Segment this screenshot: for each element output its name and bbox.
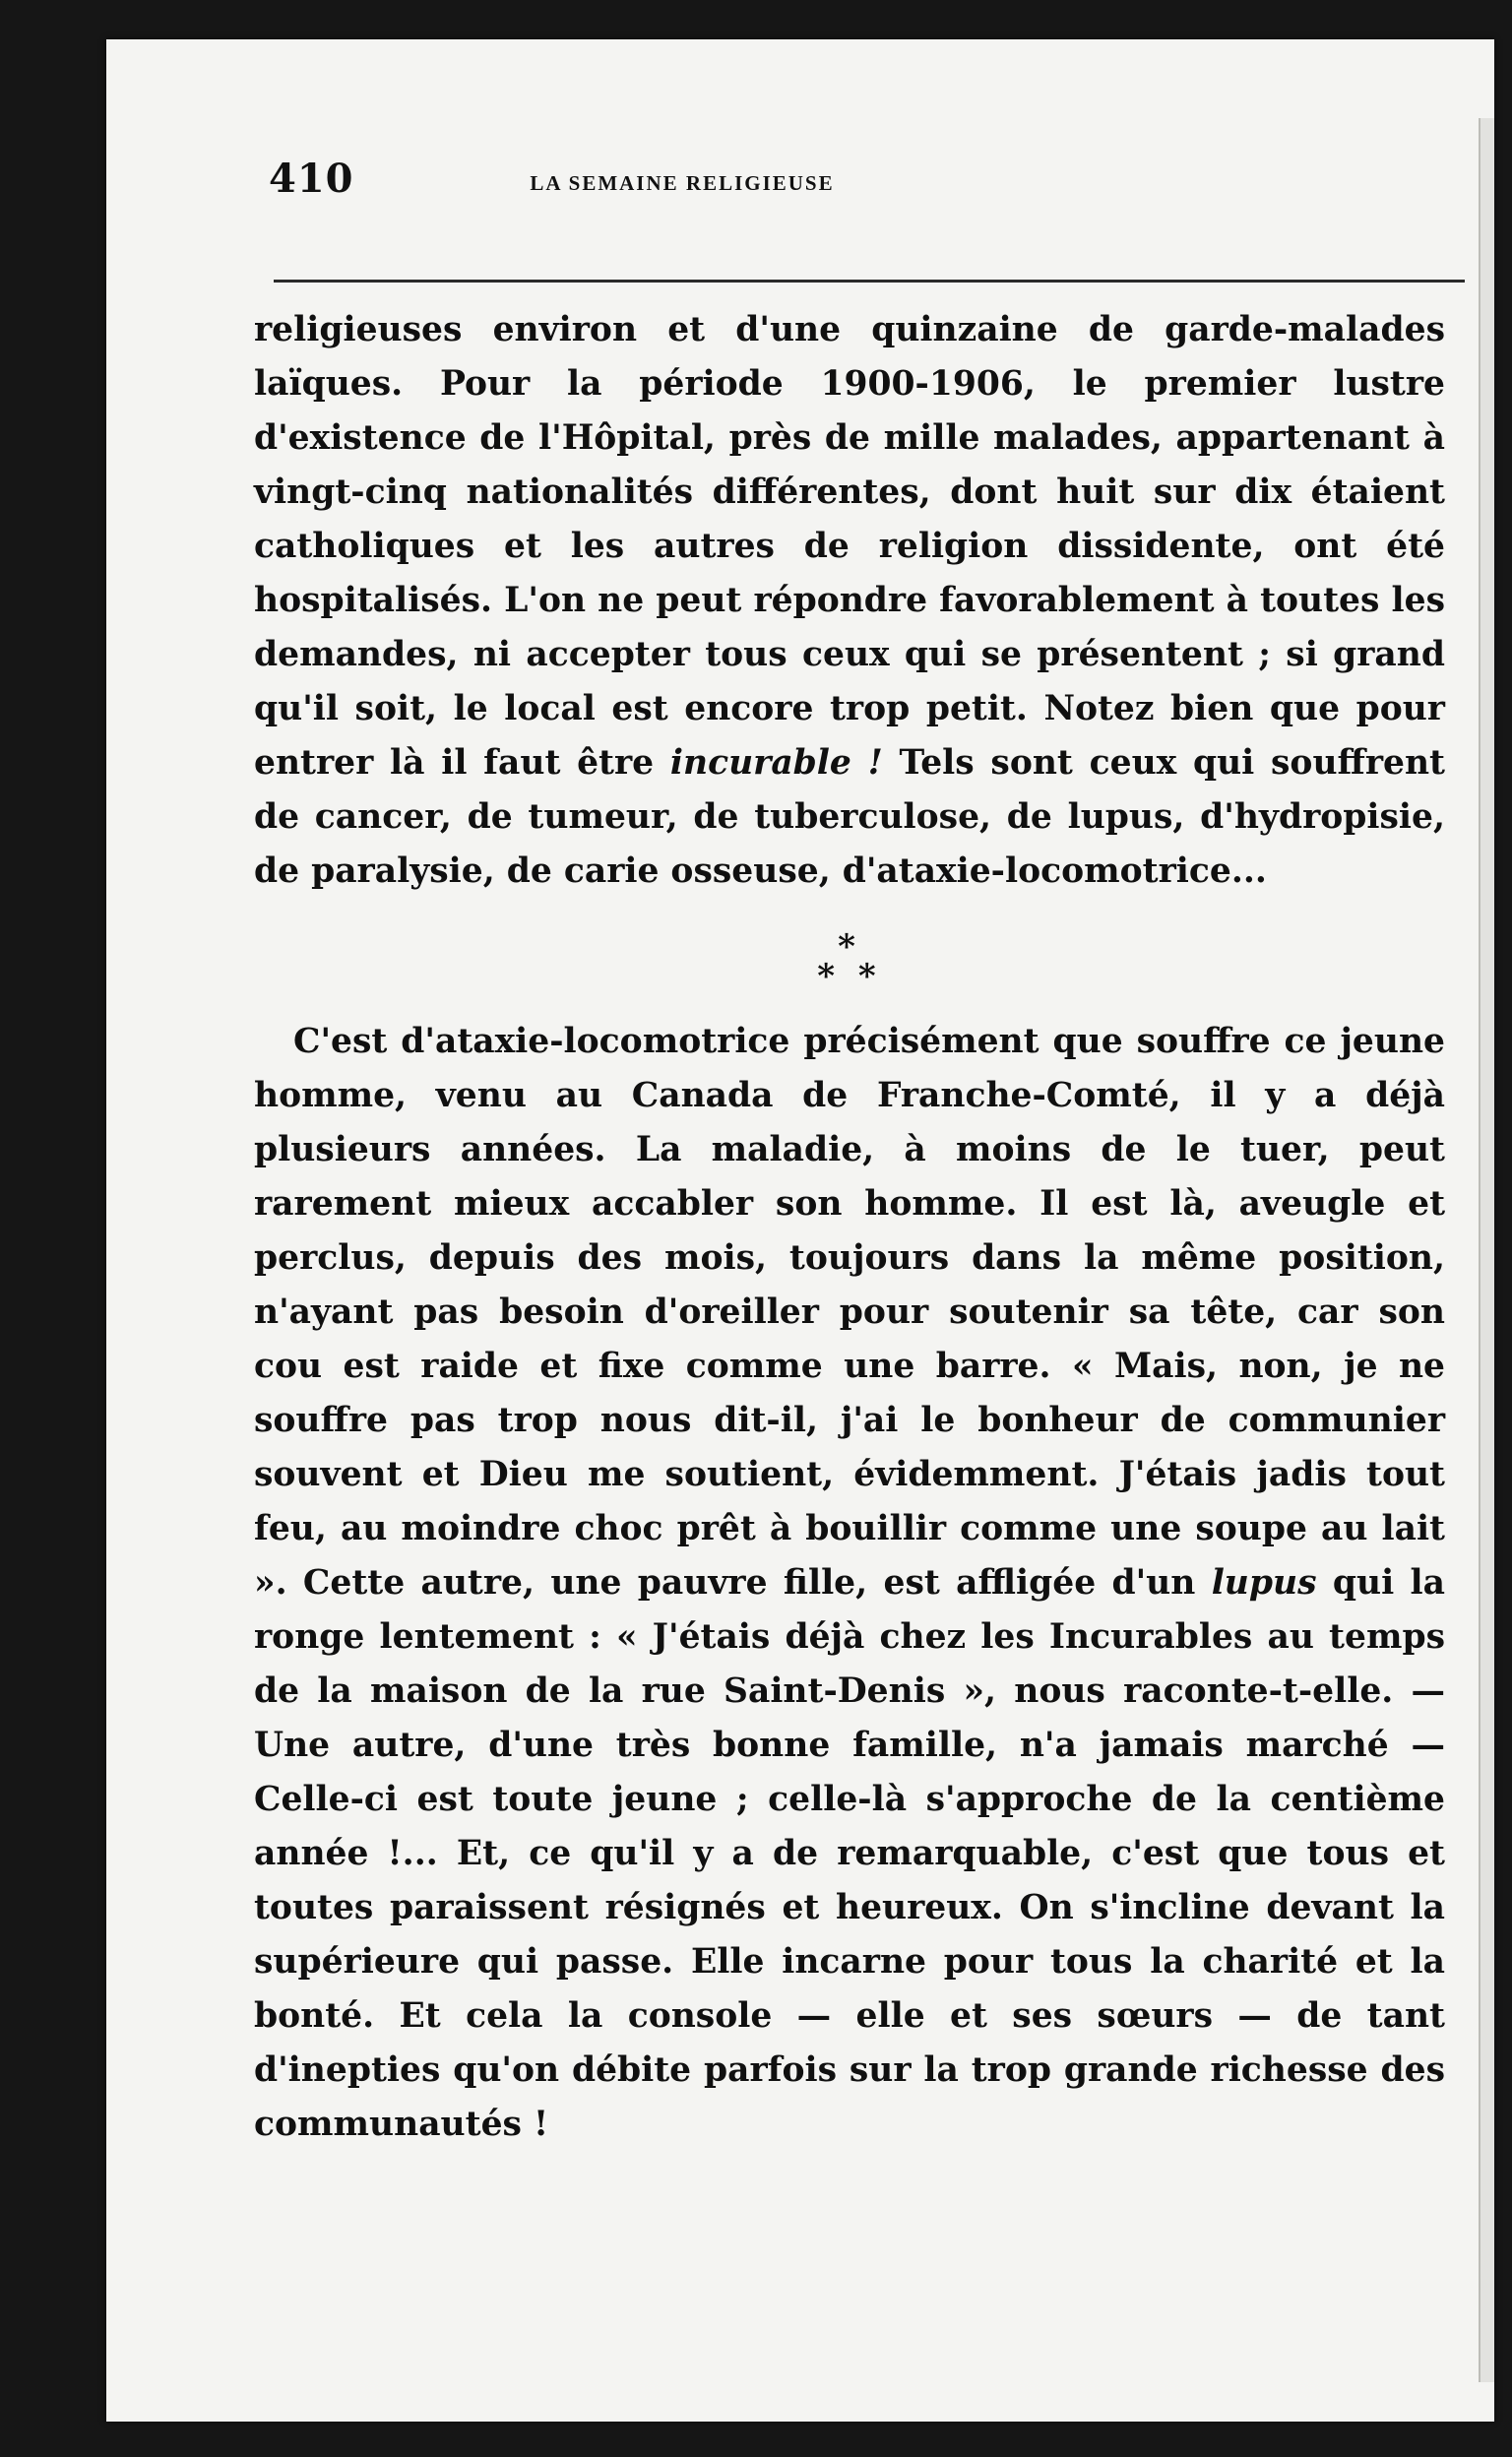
header-rule <box>274 280 1465 283</box>
paragraph-2-text-a: C'est d'ataxie-locomotrice précisément que souffre ce jeune homme, venu au Canada de Franche-Comté, il y a déjà plusieurs années. La maladie, à moins de le tuer, peut rarement mieux accabler son homme. Il est là, aveugle et perclus, depuis des mois, toujours dans la même position, n'ayant pas besoin d'oreiller pour soutenir sa tête, car son cou est raide et fixe comme une barre. « Mais, non, je ne souffre pas trop nous dit-il, j'ai le bonheur de communier souvent et Dieu me soutient, évidemment. J'étais jadis tout feu, au moindre choc prêt à bouillir comme une soupe au lait ». Cette autre, une pauvre fille, est affligée d'un <box>254 1022 1445 1603</box>
section-separator <box>254 927 1445 996</box>
separator-top: * <box>838 927 861 967</box>
paragraph-1 <box>254 303 1445 899</box>
body-text <box>254 303 1445 2152</box>
page-edge <box>1479 118 1494 2382</box>
paragraph-2-text-b: qui la ronge lentement : « J'étais déjà chez les Incurables au temps de la maison de la rue Saint-Denis », nous raconte-t-elle. — Une autre, d'une très bonne famille, n'a jamais marché — Celle-ci est toute jeune ; celle-là s'approche de la centième année !... Et, ce qu'il y a de remarquable, c'est que tous et toutes paraissent résignés et heureux. On s'incline devant la supérieure qui passe. Elle incarne pour tous la charité et la bonté. Et cela la console — elle et ses sœurs — de tant d'inepties qu'on débite parfois sur la trop grande richesse des communautés ! <box>254 1563 1445 2144</box>
paragraph-1-text-b: Tels sont ceux qui souffrent de cancer, de tumeur, de tuberculose, de lupus, d'hydropisie, de paralysie, de carie osseuse, d'ataxie-locomotrice... <box>254 743 1445 891</box>
page-number: 410 <box>269 156 354 202</box>
page-header <box>269 156 1450 215</box>
separator-bottom: * * <box>817 957 882 996</box>
book-page <box>106 39 1494 2422</box>
paragraph-2-italic: lupus <box>1211 1563 1317 1603</box>
running-head: LA SEMAINE RELIGIEUSE <box>530 171 835 195</box>
paragraph-1-text-a: religieuses environ et d'une quinzaine de garde-malades laïques. Pour la période 1900-1906, le premier lustre d'existence de l'Hôpital, près de mille malades, appartenant à vingt-cinq nationalités différentes, dont huit sur dix étaient catholiques et les autres de religion dissidente, ont été hospitalisés. L'on ne peut répondre favorablement à toutes les demandes, ni accepter tous ceux qui se présentent ; si grand qu'il soit, le local est encore trop petit. Notez bien que pour entrer là il faut être <box>254 310 1445 783</box>
paragraph-1-italic: incurable ! <box>669 743 883 783</box>
paragraph-2 <box>254 1015 1445 2152</box>
